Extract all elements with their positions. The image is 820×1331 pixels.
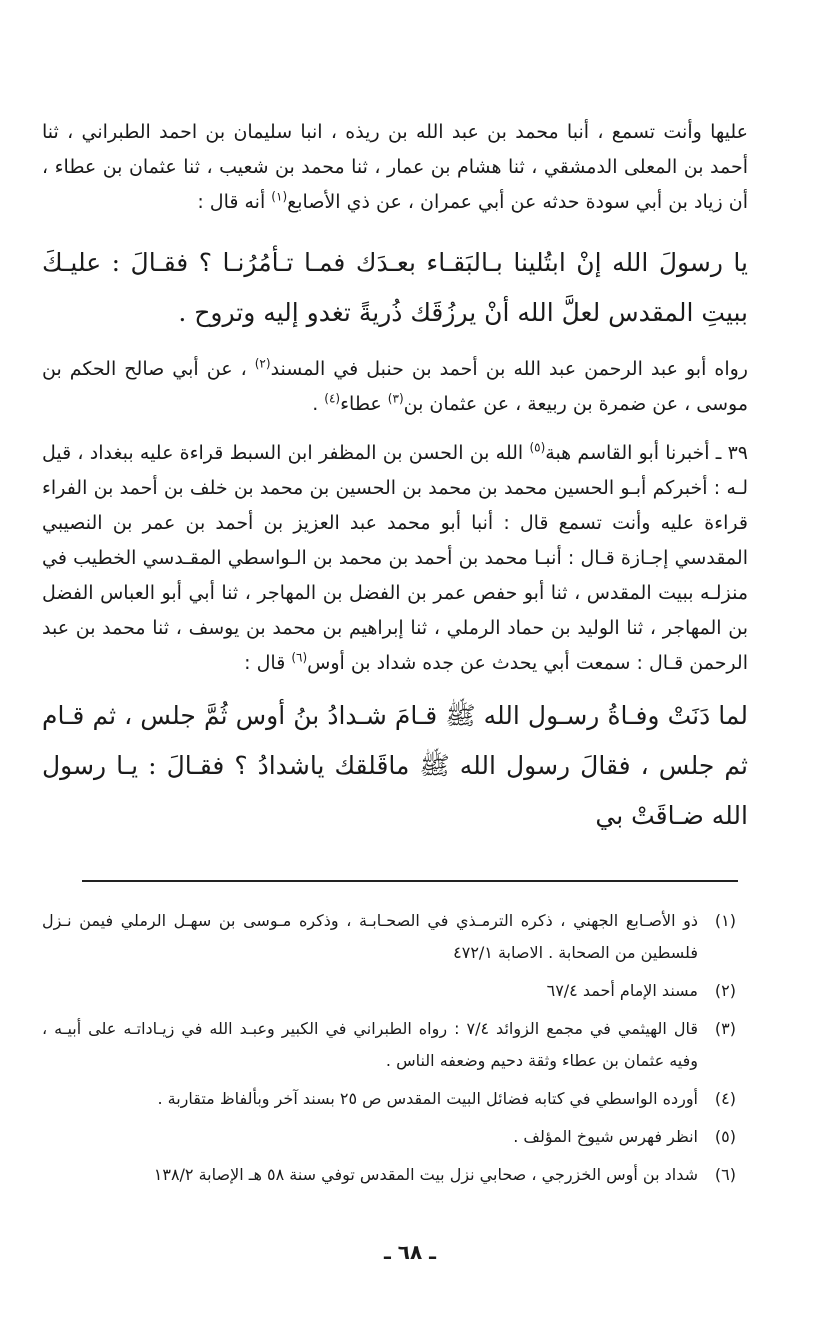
isnad-paragraph-1 bbox=[42, 115, 748, 220]
paragraph-text: عليها وأنت تسمع ، أنبا محمد بن عبد الله بن ريذه ، انبا سليمان بن احمد الطبراني ، ثنا أحمد بن المعلى الدمشقي ، ثنا هشام بن عمار ، ثنا محمد بن شعيب ، ثنا عثمان بن عطاء ، أن زياد بن أبي سودة حدثه عن أبي عمران ، عن ذي الأصابع bbox=[42, 121, 748, 213]
paragraph-text: قال : bbox=[244, 652, 292, 674]
paragraph-text: رواه أبو عبد الرحمن عبد الله بن أحمد بن حنبل في المسند bbox=[270, 358, 748, 380]
paragraph-text: ٣٩ ـ أخبرنا أبو القاسم هبة bbox=[545, 442, 748, 464]
footnote-item bbox=[42, 1159, 736, 1191]
footnote-divider bbox=[82, 880, 738, 882]
footnote-ref: (٦) bbox=[291, 650, 308, 665]
footnote-ref: (٢) bbox=[254, 356, 271, 371]
main-text bbox=[42, 115, 748, 841]
footnote-text: شداد بن أوس الخزرجي ، صحابي نزل بيت المقدس توفي سنة ٥٨ هـ الإصابة ١٣٨/٢ bbox=[153, 1165, 698, 1184]
footnote-item bbox=[42, 975, 736, 1007]
footnotes-list bbox=[42, 905, 736, 1197]
footnote-ref: (٤) bbox=[324, 391, 341, 406]
footnote-ref: (٣) bbox=[387, 391, 404, 406]
footnote-item bbox=[42, 1083, 736, 1115]
footnote-number: (٦) bbox=[714, 1165, 736, 1184]
footnote-number: (٣) bbox=[714, 1019, 736, 1038]
footnote-item bbox=[42, 905, 736, 969]
footnote-number: (١) bbox=[714, 911, 736, 930]
footnote-text: أورده الواسطي في كتابه فضائل البيت المقدس ص ٢٥ بسند آخر وبألفاظ متقاربة . bbox=[157, 1089, 698, 1108]
footnote-text: ذو الأصـابع الجهني ، ذكره الترمـذي في الصحـابـة ، وذكره مـوسى بن سهـل الرملي فيمن نـزل فلسطين من الصحابة . الاصابة ٤٧٢/١ bbox=[42, 911, 698, 962]
footnote-text: مسند الإمام أحمد ٦٧/٤ bbox=[546, 981, 698, 1000]
footnote-item bbox=[42, 1121, 736, 1153]
footnote-ref: (٥) bbox=[529, 440, 546, 455]
footnote-number: (٢) bbox=[714, 981, 736, 1000]
footnote-ref: (١) bbox=[271, 189, 288, 204]
paragraph-text: أنه قال : bbox=[197, 191, 272, 213]
page-number: ـ ٦٨ ـ bbox=[383, 1240, 437, 1264]
footnote-number: (٤) bbox=[714, 1089, 736, 1108]
paragraph-text: ، عن أبي صالح الحكم بن موسى ، عن ضمرة بن ربيعة ، عن عثمان بن bbox=[42, 358, 748, 415]
footnote-item bbox=[42, 1013, 736, 1077]
paragraph-text: عطاء bbox=[340, 393, 388, 415]
footnote-text: قال الهيثمي في مجمع الزوائد ٧/٤ : رواه الطبراني في الكبير وعبـد الله في زيـاداتـه على أبيـه ، وفيه عثمان بن عطاء وثقة دحيم وضعفه الناس . bbox=[42, 1019, 698, 1070]
source-paragraph bbox=[42, 352, 748, 422]
hadith-text-1: يا رسولَ الله إنْ ابتُلينا بـالبَقـاء بعـدَك فمـا تـأمُرُنـا ؟ فقـالَ : عليـكَ ببيتِ المقدس لعلَّ الله أنْ يرزُقَك ذُريةً تغدو إليه وتروح . bbox=[42, 248, 748, 327]
footnote-number: (٥) bbox=[714, 1127, 736, 1146]
hadith-text-2: لما دَنَتْ وفـاةُ رسـول الله ﷺ قـامَ شـدادُ بنُ أوس ثُمَّ جلس ، ثم قـام ثم جلس ، فقالَ رسول الله ﷺ ماقَلقك ياشدادُ ؟ فقـالَ : يـا رسول الله ضـاقَتْ بي bbox=[42, 701, 748, 830]
paragraph-text: الله بن الحسن بن المظفر ابن السبط قراءة عليه ببغداد ، قيل لـه : أخبركم أبـو الحسين محمد بن محمد بن الحسين بن محمد بن خلف بن أحمد بن الفراء قراءة عليه وأنت تسمع قال : أنبا أبو محمد عبد العزيز بن أحمد بن عمر بن النصيبي المقدسي إجـازة قـال : أنبـا محمد بن أحمد بن محمد بن الـواسطي المقـدسي الخطيب في منزلـه ببيت المقدس ، ثنا أبو حفص عمر بن الفضل بن المهاجر ، ثنا أبي أبو العباس الفضل بن المهاجر ، ثنا الوليد بن حماد الرملي ، ثنا إبراهيم بن محمد بن يوسف ، ثنا محمد بن عبد الرحمن قـال : سمعت أبي يحدث عن جده شداد بن أوس bbox=[42, 442, 748, 674]
footnote-text: انظر فهرس شيوخ المؤلف . bbox=[513, 1127, 698, 1146]
isnad-paragraph-39 bbox=[42, 436, 748, 681]
paragraph-text: . bbox=[312, 393, 325, 415]
